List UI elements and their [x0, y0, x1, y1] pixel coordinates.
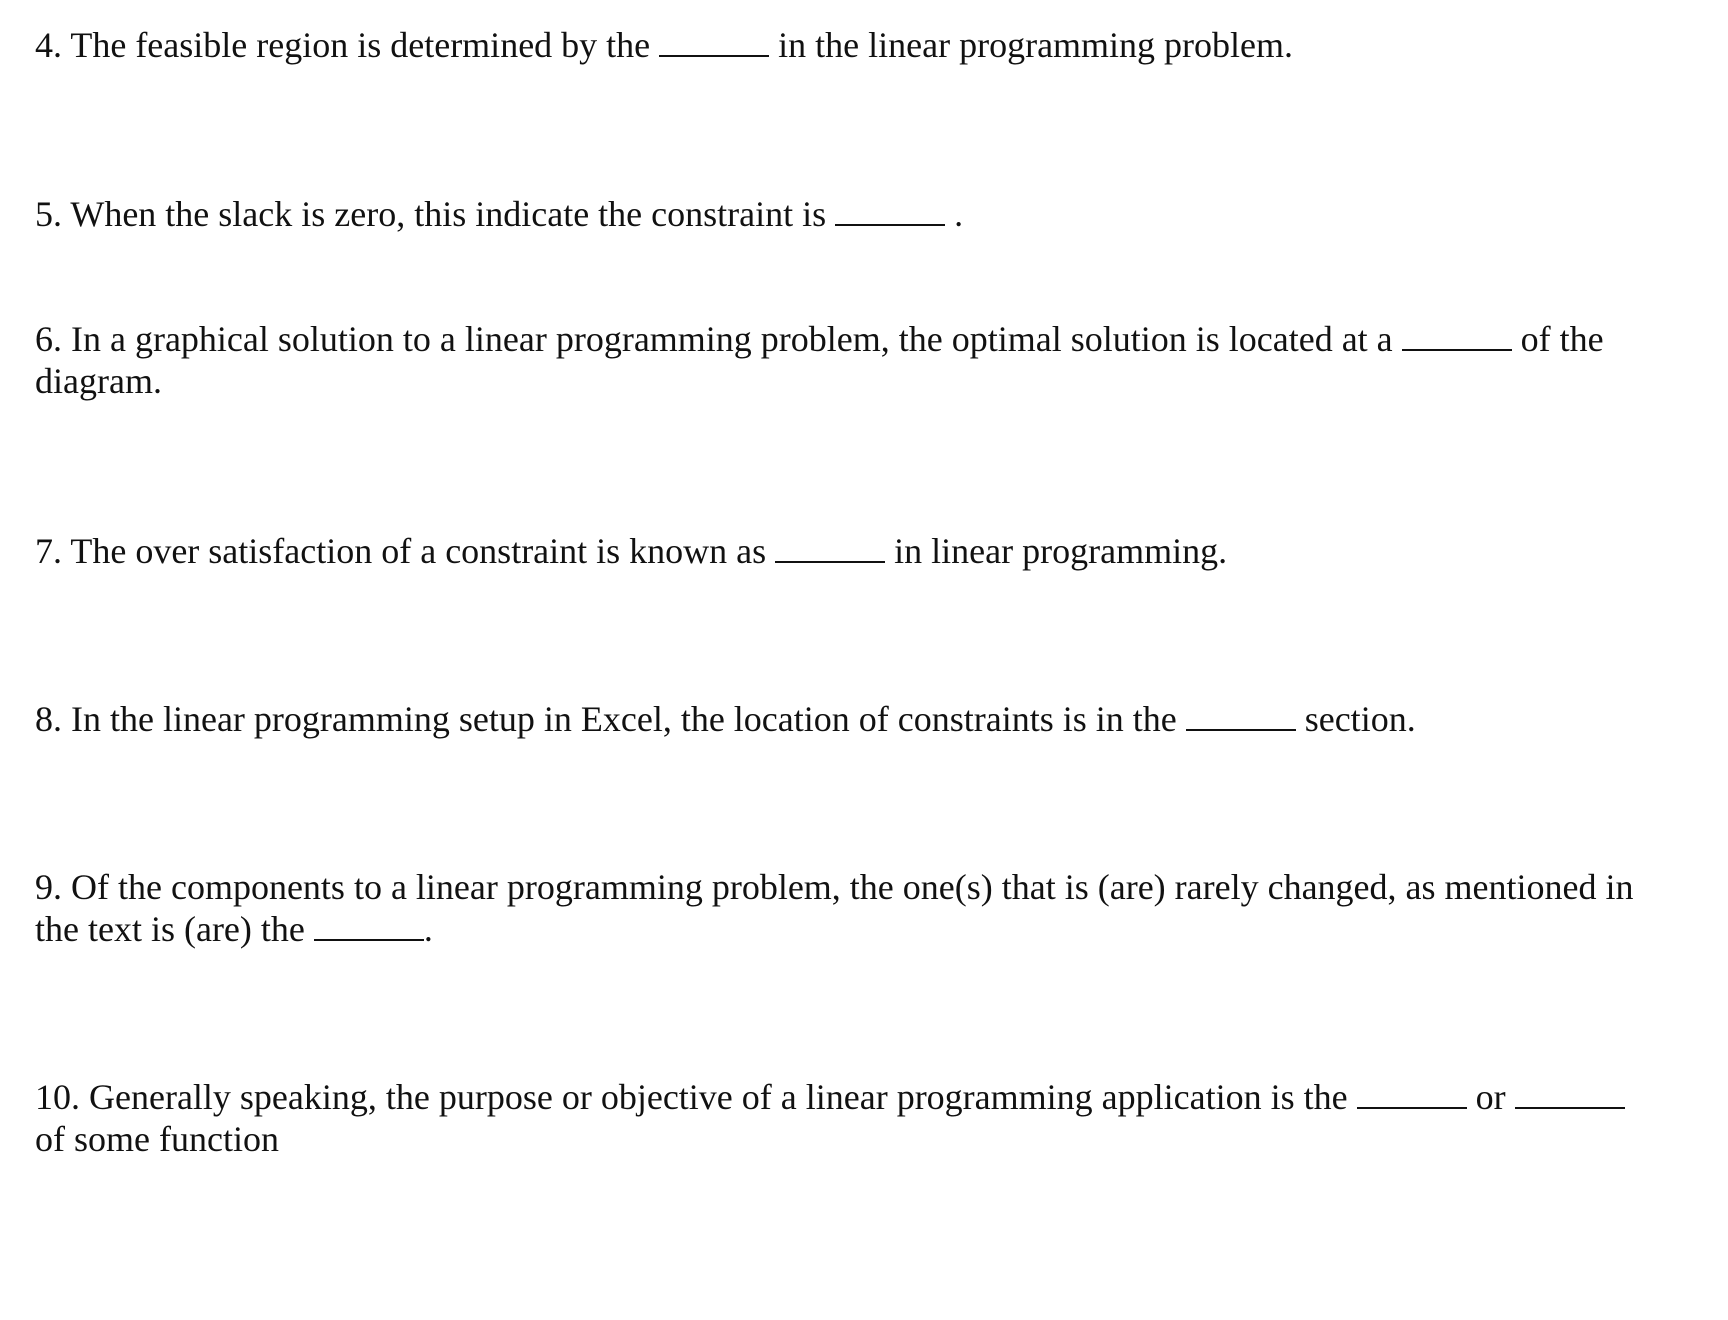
- answer-blank: [314, 938, 424, 941]
- question-5: [35, 193, 963, 235]
- answer-blank: [659, 54, 769, 57]
- answer-blank: [1186, 728, 1296, 731]
- question-7-text-after: in linear programming.: [894, 531, 1228, 571]
- answer-blank: [1515, 1106, 1625, 1109]
- question-10-line-2: of some function: [35, 1119, 279, 1159]
- question-9-text-before: the text is (are) the: [35, 909, 305, 949]
- question-8: [35, 698, 1416, 740]
- question-7-text-before: 7. The over satisfaction of a constraint is known as: [35, 531, 767, 571]
- question-4-text-before: 4. The feasible region is determined by the: [35, 25, 651, 65]
- question-6-text-after: of the: [1520, 319, 1604, 359]
- question-5-text-after: .: [954, 194, 964, 234]
- question-9: [35, 866, 1633, 950]
- question-10-text-middle: or: [1475, 1077, 1506, 1117]
- answer-blank: [835, 223, 945, 226]
- question-9-text-after: .: [423, 909, 433, 949]
- question-10-text-before: 10. Generally speaking, the purpose or objective of a linear programming application is the: [35, 1077, 1348, 1117]
- answer-blank: [775, 560, 885, 563]
- question-6-line-2: diagram.: [35, 361, 162, 401]
- question-6: [35, 318, 1604, 402]
- question-5-text-before: 5. When the slack is zero, this indicate the constraint is: [35, 194, 827, 234]
- question-4: [35, 24, 1293, 66]
- answer-blank: [1402, 348, 1512, 351]
- question-6-text-before: 6. In a graphical solution to a linear programming problem, the optimal solution is located at a: [35, 319, 1393, 359]
- question-8-text-after: section.: [1304, 699, 1416, 739]
- question-10: [35, 1076, 1625, 1160]
- answer-blank: [1357, 1106, 1467, 1109]
- question-4-text-after: in the linear programming problem.: [778, 25, 1294, 65]
- question-7: [35, 530, 1227, 572]
- question-8-text-before: 8. In the linear programming setup in Excel, the location of constraints is in the: [35, 699, 1177, 739]
- question-9-line-1: 9. Of the components to a linear programming problem, the one(s) that is (are) rarely changed, as mentioned in: [35, 867, 1634, 907]
